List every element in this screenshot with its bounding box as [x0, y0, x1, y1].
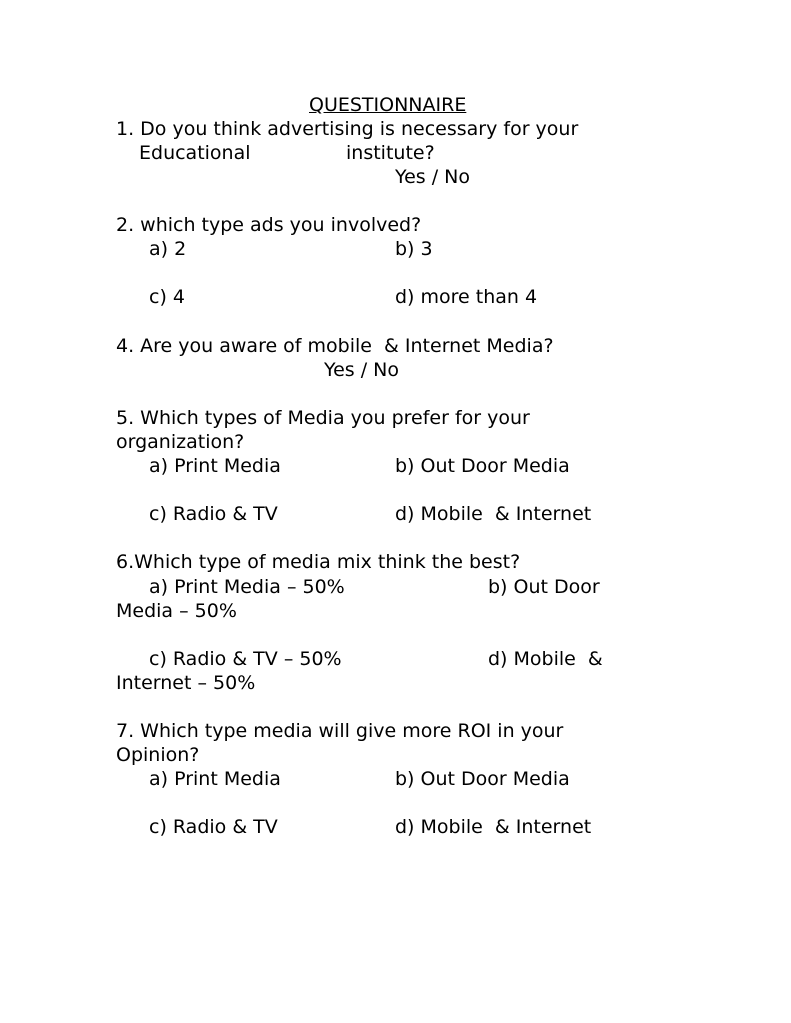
page-title: QUESTIONNAIRE: [309, 94, 467, 116]
question-6-option-c: c) Radio & TV – 50%: [149, 648, 342, 670]
question-1-line-1: 1. Do you think advertising is necessary for your: [116, 118, 579, 140]
question-7-option-c: c) Radio & TV: [149, 816, 278, 838]
question-4-answer: Yes / No: [324, 359, 399, 381]
question-5-line-1: 5. Which types of Media you prefer for your: [116, 407, 530, 429]
question-5-option-d: d) Mobile & Internet: [395, 503, 592, 525]
question-2: 2. which type ads you involved?: [116, 214, 422, 236]
question-1-line-2a: Educational: [139, 142, 251, 164]
question-5-option-a: a) Print Media: [149, 455, 281, 477]
question-1-answer: Yes / No: [395, 166, 470, 188]
question-6-option-b-part-2: Media – 50%: [116, 600, 237, 622]
question-5-line-2: organization?: [116, 431, 245, 453]
question-1-line-2b: institute?: [346, 142, 435, 164]
question-5-option-c: c) Radio & TV: [149, 503, 278, 525]
question-7-option-a: a) Print Media: [149, 768, 281, 790]
question-7-line-2: Opinion?: [116, 744, 200, 766]
question-2-option-c: c) 4: [149, 286, 185, 308]
question-6-option-d-part-1: d) Mobile &: [488, 648, 603, 670]
question-6-option-d-part-2: Internet – 50%: [116, 672, 256, 694]
question-2-option-b: b) 3: [395, 238, 433, 260]
question-4: 4. Are you aware of mobile & Internet Media?: [116, 335, 554, 357]
question-6: 6.Which type of media mix think the best?: [116, 551, 521, 573]
question-6-option-b-part-1: b) Out Door: [488, 576, 600, 598]
question-6-option-a: a) Print Media – 50%: [149, 576, 345, 598]
question-2-option-a: a) 2: [149, 238, 187, 260]
question-7-option-d: d) Mobile & Internet: [395, 816, 592, 838]
question-7-line-1: 7. Which type media will give more ROI in your: [116, 720, 564, 742]
question-7-option-b: b) Out Door Media: [395, 768, 570, 790]
question-2-option-d: d) more than 4: [395, 286, 538, 308]
question-5-option-b: b) Out Door Media: [395, 455, 570, 477]
